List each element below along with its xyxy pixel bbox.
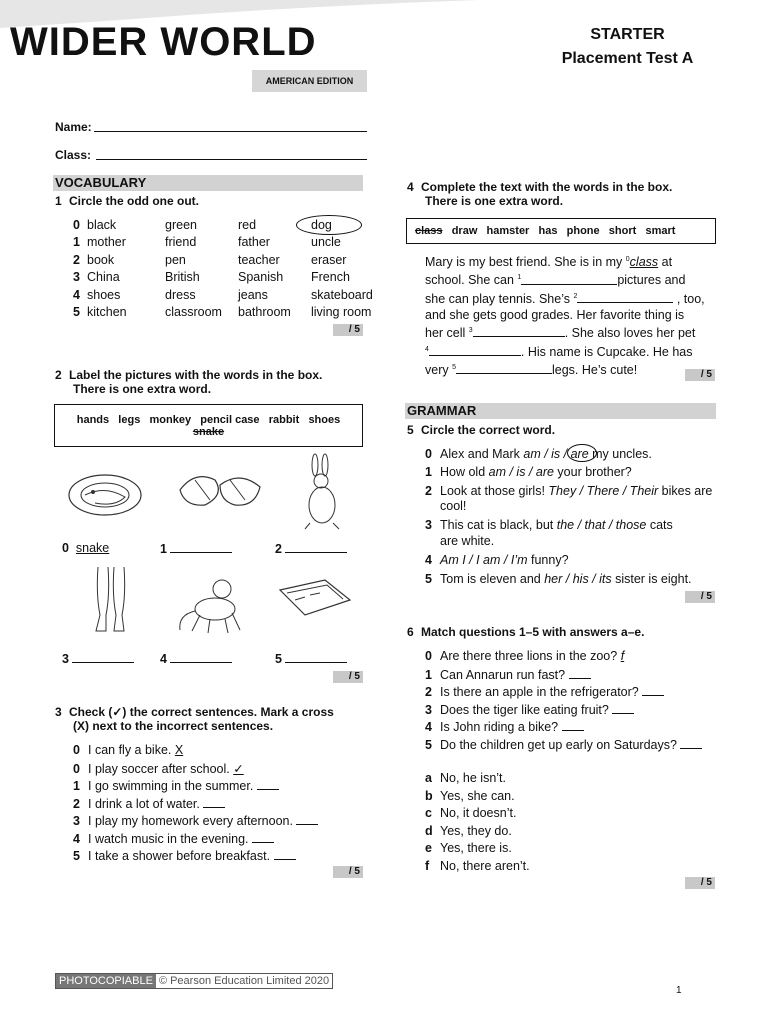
q6-question [425,719,584,734]
q1-word[interactable]: green [165,218,197,232]
q1-word[interactable]: Spanish [238,270,284,285]
q6-question-text: Can Annarun run fast? [440,667,566,682]
q3-score: / 5 [333,866,363,878]
copyright-text: © Pearson Education Limited 2020 [158,975,330,987]
q6-answer-blank[interactable] [612,702,634,714]
answer-circle [567,444,597,462]
q3-item-number: 1 [73,779,80,793]
class-label: Class: [55,148,92,162]
pencil-case-picture [275,575,355,625]
q4-instruction: 4 Complete the text with the words in the box. There is one extra word. [407,180,673,208]
q3-item-number: 4 [73,831,80,846]
q1-item-number: 0 [73,218,80,232]
q3-sentence [73,831,274,846]
q2-label-0: 0 snake [62,541,110,555]
vocabulary-heading: VOCABULARY [53,175,363,191]
q4-blank-3[interactable] [473,325,565,337]
q3-instruction: 3 Check (✓) the correct sentences. Mark a cross (X) next to the incorrect sentences. [55,705,334,733]
q6-score: / 5 [685,877,715,889]
q5-sentence [425,465,632,479]
answer-circle [296,215,362,235]
q5-text-before: are white. [440,534,495,548]
q6-instruction: 6 Match questions 1–5 with answers a–e. [407,625,645,639]
grammar-heading: GRAMMAR [405,403,716,419]
q6-answer-letter-label: f [425,859,430,873]
q3-answer-blank[interactable] [274,848,296,860]
class-field[interactable] [96,159,367,160]
q6-answer-letter: f [620,649,625,663]
q1-word[interactable]: bathroom [238,305,291,319]
q1-word[interactable]: British [165,270,200,285]
q6-answer [425,789,515,803]
q1-word[interactable]: French [311,270,350,285]
rabbit-picture [295,453,350,533]
q3-sentence-text: I watch music in the evening. [88,831,249,846]
q3-sentence-text: I play soccer after school. [88,761,230,776]
q2-label-2[interactable]: 2 [275,541,347,556]
q5-options[interactable]: Am I / I am / I’m [440,553,528,567]
q6-question-number: 2 [425,685,432,700]
q1-word[interactable]: red [238,218,257,232]
q6-question-number: 3 [425,702,432,717]
q1-word[interactable]: dog [311,218,332,232]
q1-item-number: 4 [73,287,80,302]
name-label: Name: [55,120,92,134]
q1-word[interactable]: teacher [238,252,280,267]
wider-world-logo: WIDER WORLD [10,20,317,64]
q3-answer-mark: X [174,743,184,757]
test-title: Placement Test A [561,50,694,67]
q5-item-number: 0 [425,447,432,461]
q2-box-struck-word: snake [192,426,225,438]
q3-answer-mark: ✓ [233,761,244,776]
q3-sentence [73,796,225,811]
q1-word[interactable]: classroom [165,305,222,319]
q6-answer [425,859,530,873]
q3-sentence [73,813,318,828]
q5-text-before: cool! [440,499,467,513]
q4-box-struck-word: class [415,225,443,237]
q6-question [425,737,702,752]
q5-options[interactable]: her / his / its [544,572,612,586]
q3-sentence-text: I take a shower before breakfast. [88,849,271,863]
q6-answer-text: Yes, she can. [440,788,515,803]
q1-word[interactable]: book [87,252,115,267]
q1-word[interactable]: father [238,235,270,250]
q6-answer-blank[interactable] [680,737,702,749]
q5-text-before: Alex and Mark [440,447,524,461]
q5-text-after: bikes are [658,484,713,498]
q1-word[interactable]: pen [165,252,186,267]
q6-question-number: 0 [425,649,432,663]
q5-sentence [425,572,692,586]
q4-box-words: draw hamster has phone short smart [451,225,676,237]
q6-question-number: 4 [425,720,432,735]
q5-text-before: How old [440,465,489,479]
q5-item-number: 1 [425,465,432,479]
q1-instruction: 1 Circle the odd one out. [55,194,200,208]
q6-question [425,702,634,717]
q5-options[interactable]: am / is / are [488,465,554,479]
q3-sentence [73,778,279,793]
q4-blank-4[interactable] [429,344,521,356]
q5-text-before: Look at those girls! [440,484,549,498]
q5-item-number: 5 [425,572,432,586]
q2-instruction: 2 Label the pictures with the words in the box. There is one extra word. [55,368,323,396]
q6-question-number: 5 [425,738,432,752]
q4-word-box [406,218,716,244]
q1-word[interactable]: uncle [311,235,341,250]
q3-answer-blank[interactable] [257,778,279,790]
q6-answer-text: No, it doesn’t. [440,806,517,821]
q6-question [425,667,591,682]
legs-picture [88,565,133,635]
q1-item-number: 1 [73,235,80,250]
q3-answer-blank[interactable] [203,796,225,808]
q4-blank-1[interactable] [521,273,617,285]
q5-text-after: your brother? [553,465,632,479]
level-title: STARTER [590,26,665,43]
monkey-picture [170,575,260,637]
q1-item-number: 2 [73,252,80,267]
q6-question [425,649,632,663]
edition-badge: AMERICAN EDITION [252,70,367,92]
q3-item-number: 0 [73,743,80,757]
q1-word[interactable]: friend [165,235,197,250]
q5-score: / 5 [685,591,715,603]
q1-word[interactable]: China [87,270,120,285]
q4-text: Mary is my best friend. She is in my $^0$class at school. She can $^1$ pictures and she can play tennis. She’s $^2$ , too, and she gets good grades. Her favorite thing is her cell $^3$ . She also loves her pet $^4$ . His name is Cupcake. He has very $^5$ legs. He’s cute! [425,255,705,378]
q1-word[interactable]: shoes [87,287,121,302]
footer-copyright [55,973,333,989]
q6-answer [425,771,506,785]
q1-word[interactable]: kitchen [87,305,127,319]
q6-answer-blank[interactable] [569,667,591,679]
q3-sentence [73,761,244,776]
q4-blank-2[interactable] [577,291,673,303]
q5-item-number: 3 [425,518,432,532]
q2-word-box [54,404,363,447]
q3-sentence-text: I play my homework every afternoon. [88,814,293,828]
q5-instruction: 5 Circle the correct word. [407,423,556,437]
q1-word[interactable]: eraser [311,252,347,267]
q4-score: / 5 [685,369,715,381]
q1-item-number: 3 [73,270,80,285]
q6-answer-text: No, there aren’t. [440,859,530,873]
q6-answer [425,824,512,838]
q5-item-number: 4 [425,553,432,567]
q1-word[interactable]: living room [311,305,372,319]
q5-item-number: 2 [425,484,432,498]
q3-sentence-text: I go swimming in the summer. [88,779,254,793]
q6-question-text: Do the children get up early on Saturdays? [440,738,677,752]
q3-sentence-text: I can fly a bike. [88,743,172,757]
q5-text-after: funny? [527,553,569,567]
q6-answer-text: Yes, there is. [440,841,512,856]
q2-label-1[interactable]: 1 [160,541,232,556]
q6-answer [425,841,512,855]
q5-sentence [425,553,569,567]
q1-word[interactable]: mother [87,235,126,250]
q3-item-number: 3 [73,814,80,828]
name-field[interactable] [94,131,367,132]
q3-answer-blank[interactable] [252,831,274,843]
q5-text-before: Tom is eleven and [440,572,545,586]
q5-sentence [425,518,673,532]
q6-answer-letter-label: e [425,841,432,856]
shoes-picture [175,465,265,520]
page-number: 1 [676,985,682,996]
q6-question-number: 1 [425,667,432,682]
q6-answer-text: No, he isn’t. [440,771,507,785]
q5-text-after: cats [646,518,673,532]
q6-question [425,684,664,699]
q6-answer-letter-label: d [425,823,433,838]
photocopiable-label: PHOTOCOPIABLE [56,974,156,988]
q3-sentence-text: I drink a lot of water. [88,796,200,811]
q6-answer-blank[interactable] [642,684,664,696]
q5-text-before: This cat is black, but [440,518,557,532]
q2-box-words: hands legs monkey pencil case rabbit shoes [76,414,341,426]
q6-answer-text: Yes, they do. [440,823,512,838]
q3-sentence [73,743,183,757]
q1-word[interactable]: jeans [238,287,268,302]
q1-score: / 5 [333,324,363,336]
q6-answer-letter-label: c [425,806,432,821]
q3-item-number: 2 [73,796,80,811]
q5-options[interactable]: They / There / Their [548,484,659,498]
q3-answer-blank[interactable] [296,813,318,825]
q5-sentence [425,499,466,513]
q6-question-text: Does the tiger like eating fruit? [440,702,609,717]
q6-question-text: Is there an apple in the refrigerator? [440,685,639,700]
q6-answer-blank[interactable] [562,719,584,731]
q5-sentence [425,534,494,548]
q5-text-after: my uncles. [588,447,652,461]
q2-label-3[interactable]: 3 [62,651,134,666]
q6-answer-letter-label: a [425,771,432,785]
q1-word[interactable]: dress [165,287,196,302]
q1-word[interactable]: black [87,218,117,232]
q6-question-text: Are there three lions in the zoo? [440,649,618,663]
q6-question-text: Is John riding a bike? [440,720,559,735]
q2-score: / 5 [333,671,363,683]
q4-blank-5[interactable] [456,362,552,374]
q6-answer [425,806,516,820]
q5-sentence [425,447,652,461]
q3-sentence [73,848,296,863]
q6-answer-letter-label: b [425,788,433,803]
q5-text-after: sister is eight. [611,572,692,586]
q5-sentence [425,484,712,498]
q2-label-4[interactable]: 4 [160,651,232,666]
q5-options[interactable]: am / is / are [523,447,589,461]
q3-item-number: 5 [73,849,80,863]
snake-picture [65,465,145,520]
q5-options[interactable]: the / that / those [556,518,647,532]
q3-item-number: 0 [73,761,80,776]
q1-word[interactable]: skateboard [311,287,373,302]
q1-item-number: 5 [73,305,80,319]
q2-label-5[interactable]: 5 [275,651,347,666]
